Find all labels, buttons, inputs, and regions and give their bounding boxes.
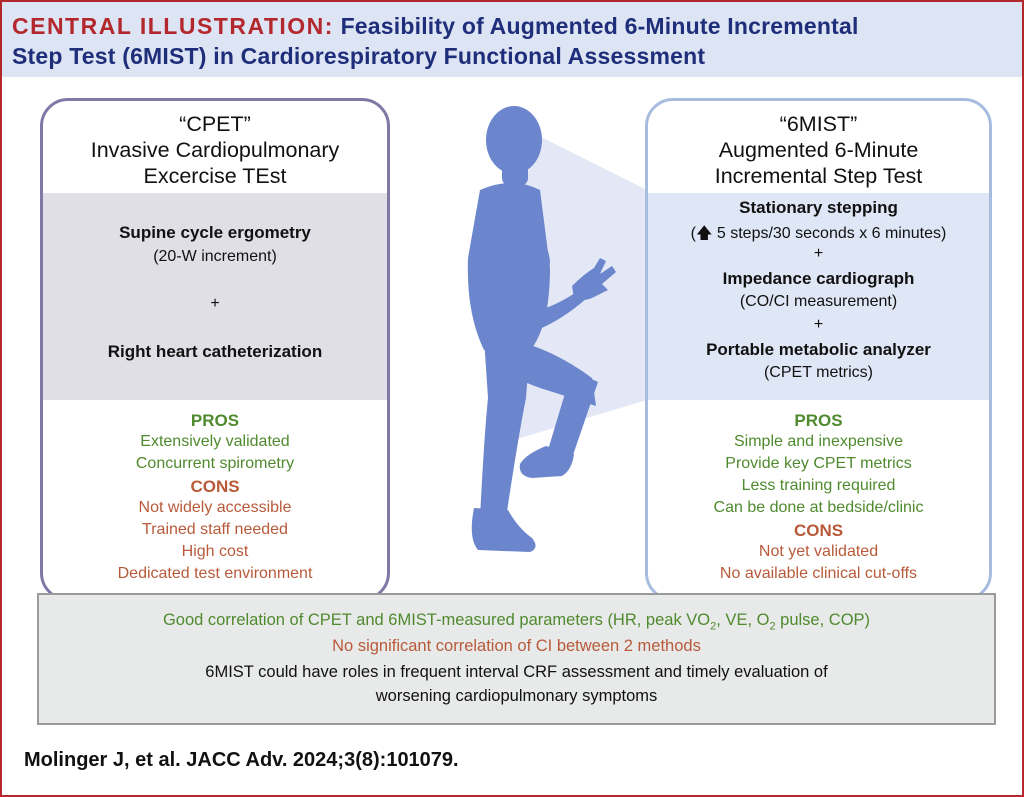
summary-conclusion: worsening cardiopulmonary symptoms <box>375 687 658 705</box>
6mist-panel <box>645 98 992 601</box>
pros-item: Extensively validated <box>140 433 290 450</box>
pros-label: PROS <box>190 411 240 430</box>
6mist-title <box>648 111 989 189</box>
stepping-person-figure <box>422 98 632 588</box>
cpet-title-line: Invasive Cardiopulmonary <box>90 138 340 162</box>
title-line-2: Step Test (6MIST) in Cardiorespiratory Functional Assessment <box>12 43 706 69</box>
summary-correlation <box>39 611 994 632</box>
6mist-title-line: “6MIST” <box>779 112 858 136</box>
brand-label: CENTRAL ILLUSTRATION: <box>12 13 334 39</box>
pros-label: PROS <box>794 411 843 430</box>
cons-item: Trained staff needed <box>142 521 288 538</box>
6mist-method-detail: (🡅 5 steps/30 seconds x 6 minutes) <box>690 225 947 242</box>
summary-conclusion: 6MIST could have roles in frequent interval CRF assessment and timely evaluation of <box>205 663 828 681</box>
subscript: 2 <box>710 620 717 633</box>
plus-sign: + <box>813 316 824 333</box>
cons-item: Not widely accessible <box>138 499 292 516</box>
subscript: 2 <box>769 620 776 633</box>
title-text-1: Feasibility of Augmented 6-Minute Incremental <box>340 13 859 39</box>
citation: Molinger J, et al. JACC Adv. 2024;3(8):101079. <box>24 749 459 771</box>
6mist-title-line: Incremental Step Test <box>714 164 923 188</box>
cpet-method-item: Supine cycle ergometry <box>119 223 311 242</box>
pros-item: Provide key CPET metrics <box>725 455 912 472</box>
6mist-method-item: Impedance cardiograph <box>722 269 915 288</box>
6mist-method-detail: (CPET metrics) <box>763 364 874 381</box>
cons-item: Dedicated test environment <box>117 565 313 582</box>
pros-item: Can be done at bedside/clinic <box>713 499 924 516</box>
cpet-method-item: Right heart catheterization <box>107 342 323 361</box>
6mist-method-item: Portable metabolic analyzer <box>706 340 931 359</box>
pros-item: Concurrent spirometry <box>135 455 295 472</box>
cons-label: CONS <box>190 477 240 496</box>
pros-item: Less training required <box>741 477 896 494</box>
summary-correlation-text: pulse, COP) <box>775 611 871 629</box>
6mist-method-detail: (CO/CI measurement) <box>739 293 898 310</box>
plus-sign: + <box>813 245 824 262</box>
summary-box <box>37 593 996 725</box>
pros-item: Simple and inexpensive <box>734 433 903 450</box>
6mist-title-line: Augmented 6-Minute <box>718 138 919 162</box>
cpet-title <box>43 111 387 189</box>
cpet-panel <box>40 98 390 601</box>
cons-item: No available clinical cut-offs <box>719 565 918 582</box>
6mist-method-item: Stationary stepping <box>739 198 898 217</box>
summary-correlation-text: Good correlation of CPET and 6MIST-measured parameters (HR, peak VO <box>162 611 711 629</box>
6mist-method-band <box>648 193 989 400</box>
summary-correlation-text: , VE, O <box>716 611 770 629</box>
cpet-title-line: Excercise TEst <box>143 164 287 188</box>
cpet-method-detail: (20-W increment) <box>153 248 277 265</box>
cons-label: CONS <box>793 521 844 540</box>
cpet-title-line: “CPET” <box>179 112 251 136</box>
cons-item: High cost <box>181 543 249 560</box>
cons-item: Not yet validated <box>758 543 879 560</box>
cpet-method-band <box>43 193 387 400</box>
plus-sign: + <box>210 295 220 312</box>
summary-no-correlation: No significant correlation of CI between 2 methods <box>332 637 701 655</box>
